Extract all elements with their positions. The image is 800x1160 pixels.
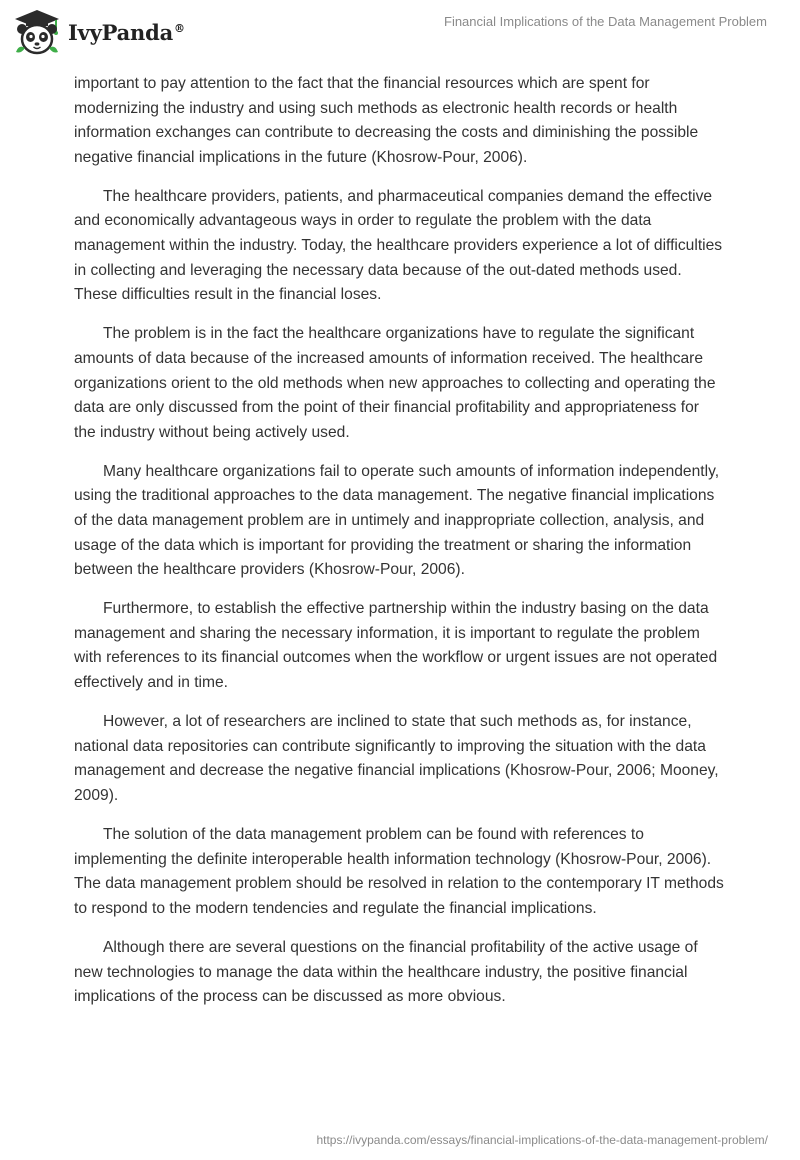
panda-graduate-icon xyxy=(12,8,62,56)
paragraph: The solution of the data management problem can be found with references to implementing the definite interoperable health information technology (Khosrow-Pour, 2006). The data management problem should be resolved in relation to the contemporary IT methods to respond to the modern tendencies and regulate the financial implications. xyxy=(74,826,724,917)
brand-name: IvyPanda® xyxy=(68,19,185,45)
paragraph: Although there are several questions on the financial profitability of the active usage of new technologies to manage the data within the healthcare industry, the positive financial implications of the process can be discussed as more obvious. xyxy=(74,938,698,1006)
paragraph: The healthcare providers, patients, and pharmaceutical companies demand the effective and economically advantageous ways in order to regulate the problem with the data management within the industry. Today, the healthcare providers experience a lot of difficulties in collecting and leveraging the necessary data because of the out-dated methods used. These difficulties result in the financial loses. xyxy=(74,187,723,304)
source-url-link[interactable]: https://ivypanda.com/essays/financial-implications-of-the-data-management-problem/ xyxy=(316,1133,768,1147)
paragraph: Many healthcare organizations fail to operate such amounts of information independently, using the traditional approaches to the data management. The negative financial implications of the data management problem are in untimely and inappropriate collection, analysis, and usage of the data which is important for providing the treatment or sharing the information between the healthcare providers (Khosrow-Pour, 2006). xyxy=(74,462,720,579)
registered-mark: ® xyxy=(174,21,185,35)
paragraph: Furthermore, to establish the effective partnership within the industry basing on the data management and sharing the necessary information, it is important to regulate the problem with references to its financial outcomes when the workflow or urgent issues are not operated effectively and in time. xyxy=(74,600,718,692)
page-header xyxy=(0,0,800,64)
paragraph: However, a lot of researchers are inclined to state that such methods as, for instance, national data repositories can contribute significantly to improving the situation with the data management and decrease the negative financial implications (Khosrow-Pour, 2006; Mooney, 2009). xyxy=(74,713,719,804)
document-title: Financial Implications of the Data Management Problem xyxy=(444,14,767,29)
paragraph: important to pay attention to the fact that the financial resources which are spent for modernizing the industry and using such methods as electronic health records or health information exchanges can contribute to decreasing the costs and diminishing the possible negative financial implications in the future (Khosrow-Pour, 2006). xyxy=(74,75,699,166)
essay-body xyxy=(74,72,724,1024)
paragraph: The problem is in the fact the healthcare organizations have to regulate the significant amounts of data because of the increased amounts of information received. The healthcare organizations orient to the old methods when new approaches to collecting and operating the data are only discussed from the point of their financial profitability and appropriateness for the industry without being actively used. xyxy=(74,325,716,441)
ivypanda-logo[interactable] xyxy=(12,8,185,56)
